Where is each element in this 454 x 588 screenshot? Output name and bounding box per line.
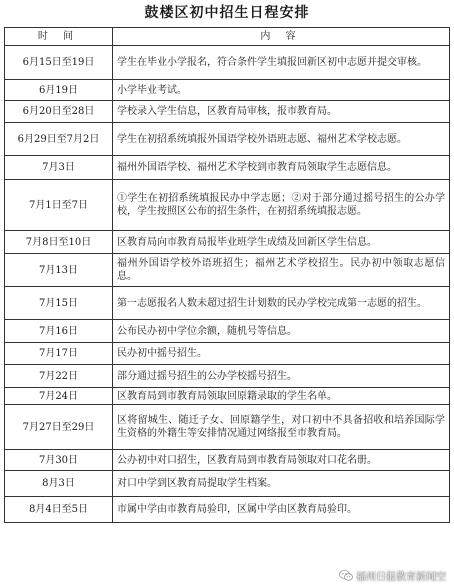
table-row bbox=[5, 101, 450, 123]
row-time: 7月3日 bbox=[5, 156, 113, 180]
table-row bbox=[5, 231, 450, 254]
row-time: 7月16日 bbox=[5, 320, 113, 343]
row-content: 公布民办初中学位余额，随机号等信息。 bbox=[113, 320, 450, 343]
row-content: 学生在毕业小学报名，符合条件学生填报回新区初中志愿并提交审核。 bbox=[113, 46, 450, 80]
row-content: 学生在初招系统填报外国语学校外语班志愿、福州艺术学校志愿。 bbox=[113, 123, 450, 156]
row-time: 6月29日至7月2日 bbox=[5, 123, 113, 156]
header-content: 内 容 bbox=[113, 28, 450, 46]
row-time: 7月13日 bbox=[5, 254, 113, 287]
row-content: 市属中学由市教育局验印，区属中学由区教育局验印。 bbox=[113, 497, 450, 523]
watermark-text: 福州日报教育新闻空 bbox=[356, 572, 446, 583]
table-row bbox=[5, 497, 450, 523]
row-time: 7月27日至29日 bbox=[5, 405, 113, 450]
row-time: 7月30日 bbox=[5, 450, 113, 471]
table-row bbox=[5, 471, 450, 497]
row-time: 7月8日至10日 bbox=[5, 231, 113, 254]
table-header-row bbox=[5, 28, 450, 46]
row-content: 福州外国语学校、福州艺术学校到市教育局领取学生志愿信息。 bbox=[113, 156, 450, 180]
row-time: 6月15日至19日 bbox=[5, 46, 113, 80]
table-row bbox=[5, 388, 450, 405]
row-content: 区教育局向市教育局报毕业班学生成绩及回新区学生信息。 bbox=[113, 231, 450, 254]
row-time: 7月17日 bbox=[5, 343, 113, 365]
row-time: 6月19日 bbox=[5, 80, 113, 101]
row-content: 区将留城生、随迁子女、回原籍学生，对口初中不具备招收和培养国际学生资格的外籍生等安排情况通过网络报至市教育局。 bbox=[113, 405, 450, 450]
row-content: 第一志愿报名人数未超过招生计划数的民办学校完成第一志愿的招生。 bbox=[113, 287, 450, 320]
schedule-table bbox=[4, 27, 450, 523]
table-row bbox=[5, 123, 450, 156]
source-watermark bbox=[339, 568, 446, 583]
table-row bbox=[5, 287, 450, 320]
table-row bbox=[5, 365, 450, 388]
table-row bbox=[5, 320, 450, 343]
table-row bbox=[5, 343, 450, 365]
table-row bbox=[5, 156, 450, 180]
row-time: 7月15日 bbox=[5, 287, 113, 320]
row-content: ①学生在初招系统填报民办中学志愿；②对于部分通过摇号招生的公办学校，学生按照区公布的招生条件，在初招系统填报志愿。 bbox=[113, 180, 450, 231]
row-content: 公办初中对口招生，区教育局到市教育局领取对口花名册。 bbox=[113, 450, 450, 471]
table-row bbox=[5, 450, 450, 471]
row-content: 学校录入学生信息，区教育局审核，报市教育局。 bbox=[113, 101, 450, 123]
row-content: 部分通过摇号招生的公办学校摇号招生。 bbox=[113, 365, 450, 388]
page-title: 鼓楼区初中招生日程安排 bbox=[144, 5, 310, 21]
row-content: 福州外国语学校外语班招生；福州艺术学校招生。民办初中领取志愿信息。 bbox=[113, 254, 450, 287]
row-content: 民办初中摇号招生。 bbox=[113, 343, 450, 365]
row-content: 小学毕业考试。 bbox=[113, 80, 450, 101]
header-time: 时 间 bbox=[5, 28, 113, 46]
table-row bbox=[5, 46, 450, 80]
row-time: 7月24日 bbox=[5, 388, 113, 405]
row-time: 7月1日至7日 bbox=[5, 180, 113, 231]
wechat-icon bbox=[339, 570, 353, 581]
table-row bbox=[5, 180, 450, 231]
table-row bbox=[5, 80, 450, 101]
row-time: 7月22日 bbox=[5, 365, 113, 388]
row-content: 区教育局到市教育局领取回原籍录取的学生名单。 bbox=[113, 388, 450, 405]
table-row bbox=[5, 405, 450, 450]
row-time: 8月3日 bbox=[5, 471, 113, 497]
row-content: 对口中学到区教育局提取学生档案。 bbox=[113, 471, 450, 497]
table-row bbox=[5, 254, 450, 287]
row-time: 8月4日至5日 bbox=[5, 497, 113, 523]
row-time: 6月20日至28日 bbox=[5, 101, 113, 123]
